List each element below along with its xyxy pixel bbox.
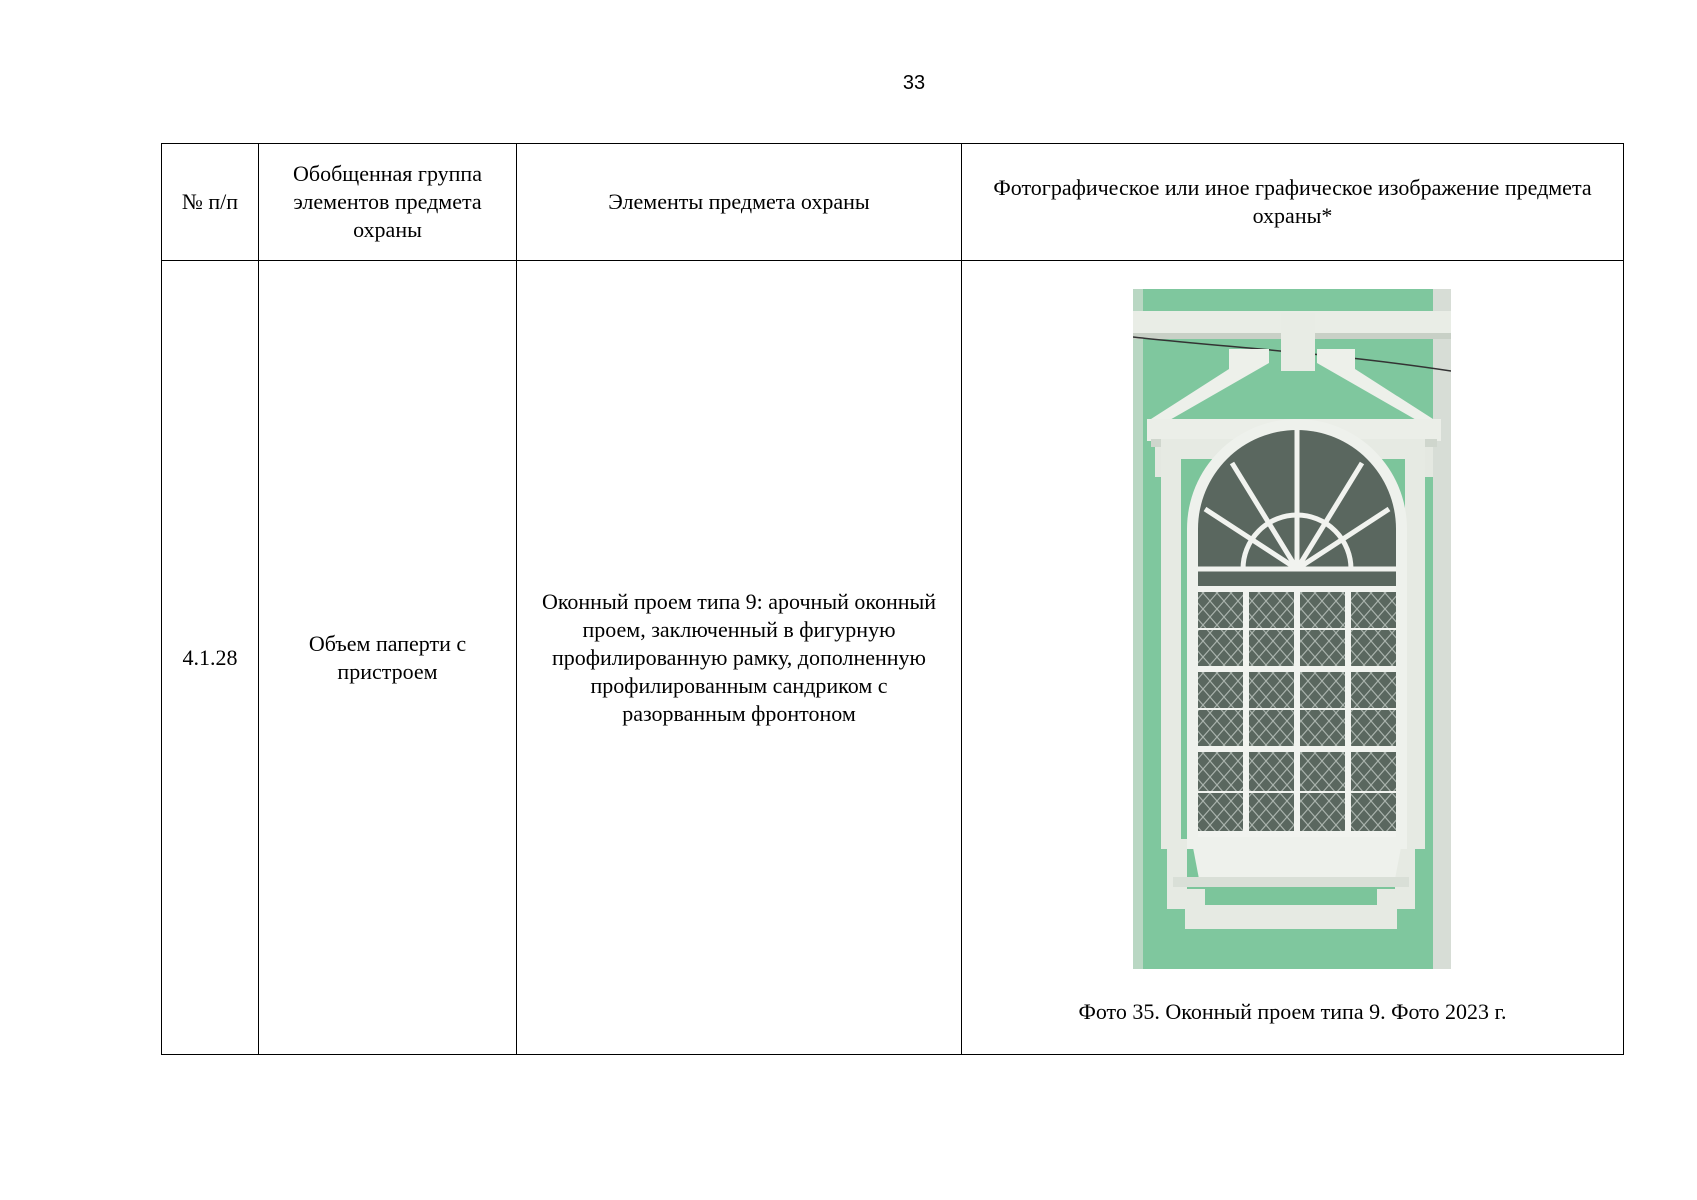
header-image: Фотографическое или иное графическое изображение предмета охраны*: [962, 144, 1624, 261]
window-photo: [1133, 289, 1451, 969]
header-elements: Элементы предмета охраны: [517, 144, 962, 261]
table-header-row: [162, 144, 1624, 261]
page-number: 33: [902, 72, 926, 94]
row-elements: Оконный проем типа 9: арочный оконный проем, заключенный в фигурную профилированную рамку, дополненную профилированным сандриком с разорванным фронтоном: [517, 261, 962, 1055]
header-number: № п/п: [162, 144, 259, 261]
photo-caption: Фото 35. Оконный проем типа 9. Фото 2023 г.: [1078, 999, 1507, 1024]
row-image-cell: [962, 261, 1624, 1055]
heritage-elements-table: [161, 143, 1624, 1055]
row-group: Объем паперти с пристроем: [259, 261, 517, 1055]
header-group: Обобщенная группа элементов предмета охраны: [259, 144, 517, 261]
row-number: 4.1.28: [162, 261, 259, 1055]
table-row: [162, 261, 1624, 1055]
